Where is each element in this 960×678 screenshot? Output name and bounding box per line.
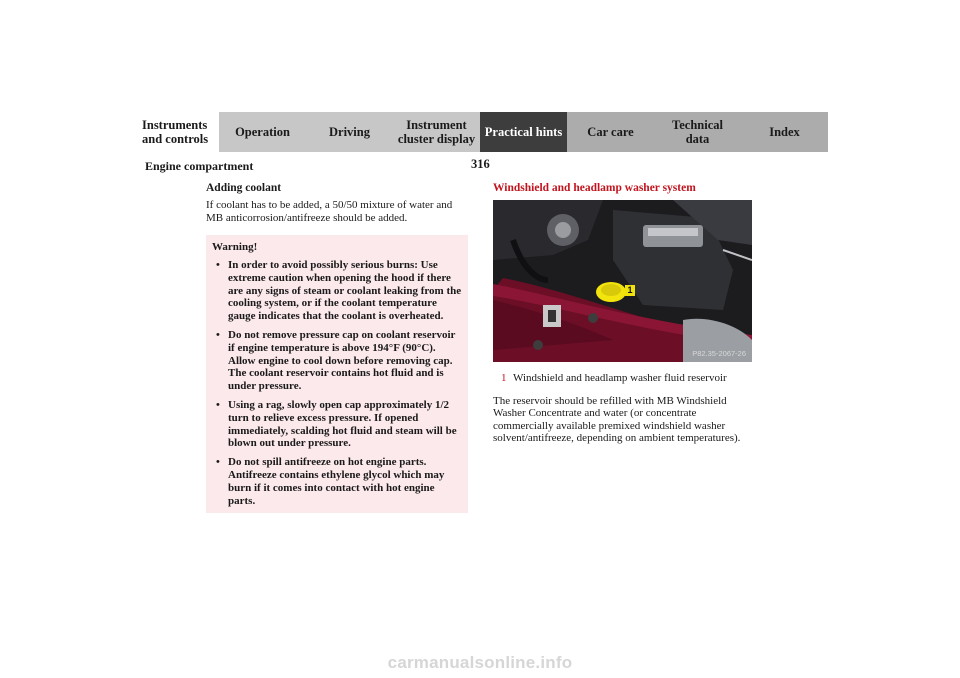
photo-caption	[493, 372, 755, 385]
tab-instruments-and-controls[interactable]: Instruments and controls	[132, 112, 219, 152]
tab-practical-hints[interactable]: Practical hints	[480, 112, 567, 152]
chapter-nav	[132, 112, 828, 152]
adding-coolant-intro: If coolant has to be added, a 50/50 mixture of water and MB anticorrosion/antifreeze should be added.	[206, 199, 453, 224]
section-heading-washer-system: Windshield and headlamp washer system	[493, 182, 696, 194]
caption-number: 1	[501, 372, 507, 384]
tab-operation[interactable]: Operation	[219, 112, 306, 152]
left-column	[206, 182, 468, 513]
tab-index[interactable]: Index	[741, 112, 828, 152]
bullet-icon: •	[216, 456, 220, 469]
warning-list	[212, 259, 462, 507]
tab-driving[interactable]: Driving	[306, 112, 393, 152]
warning-item: • Do not remove pressure cap on coolant reservoir if engine temperature is above 194°F (90°C). Allow engine to cool down before removing cap. The coolant reservoir contains hot fluid and is under pressure.	[216, 328, 456, 393]
engine-bay-illustration	[493, 200, 752, 362]
right-column	[493, 182, 755, 445]
watermark: carmanualsonline.info	[387, 653, 573, 672]
warning-title: Warning!	[212, 241, 258, 253]
engine-bay-photo	[493, 200, 752, 362]
photo-code: P82.35-2067-26	[692, 349, 746, 358]
tab-technical-data[interactable]: Technical data	[654, 112, 741, 152]
warning-item: • Do not spill antifreeze on hot engine parts. Antifreeze contains ethylene glycol which may burn if it comes into contact with hot engine parts.	[216, 456, 445, 507]
bullet-icon: •	[216, 328, 220, 341]
section-heading-adding-coolant: Adding coolant	[206, 182, 282, 194]
bullet-icon: •	[216, 259, 220, 271]
callout-label: 1	[625, 285, 635, 296]
warning-box	[206, 235, 468, 513]
tab-instrument-cluster-display[interactable]: Instrument cluster display	[393, 112, 480, 152]
page-title: Engine compartment	[145, 159, 254, 173]
page-number: 316	[471, 157, 490, 171]
tab-car-care[interactable]: Car care	[567, 112, 654, 152]
warning-item: • Using a rag, slowly open cap approximately 1/2 turn to relieve excess pressure. If opened immediately, scalding hot fluid and steam will be blown out under pressure.	[216, 398, 457, 450]
bullet-icon: •	[216, 398, 220, 411]
washer-body-text: The reservoir should be refilled with MB Windshield Washer Concentrate and water (or concentrate commercially available premixed windshield washer solvent/antifreeze, depending on ambient temperatures).	[493, 394, 741, 444]
warning-item: • In order to avoid possibly serious burns: Use extreme caution when opening the hood if there are any signs of steam or coolant leaking from the cooling system, or if the coolant temperature gauge indicates that the coolant is overheated.	[216, 259, 462, 323]
caption-text: Windshield and headlamp washer fluid reservoir	[513, 372, 727, 384]
